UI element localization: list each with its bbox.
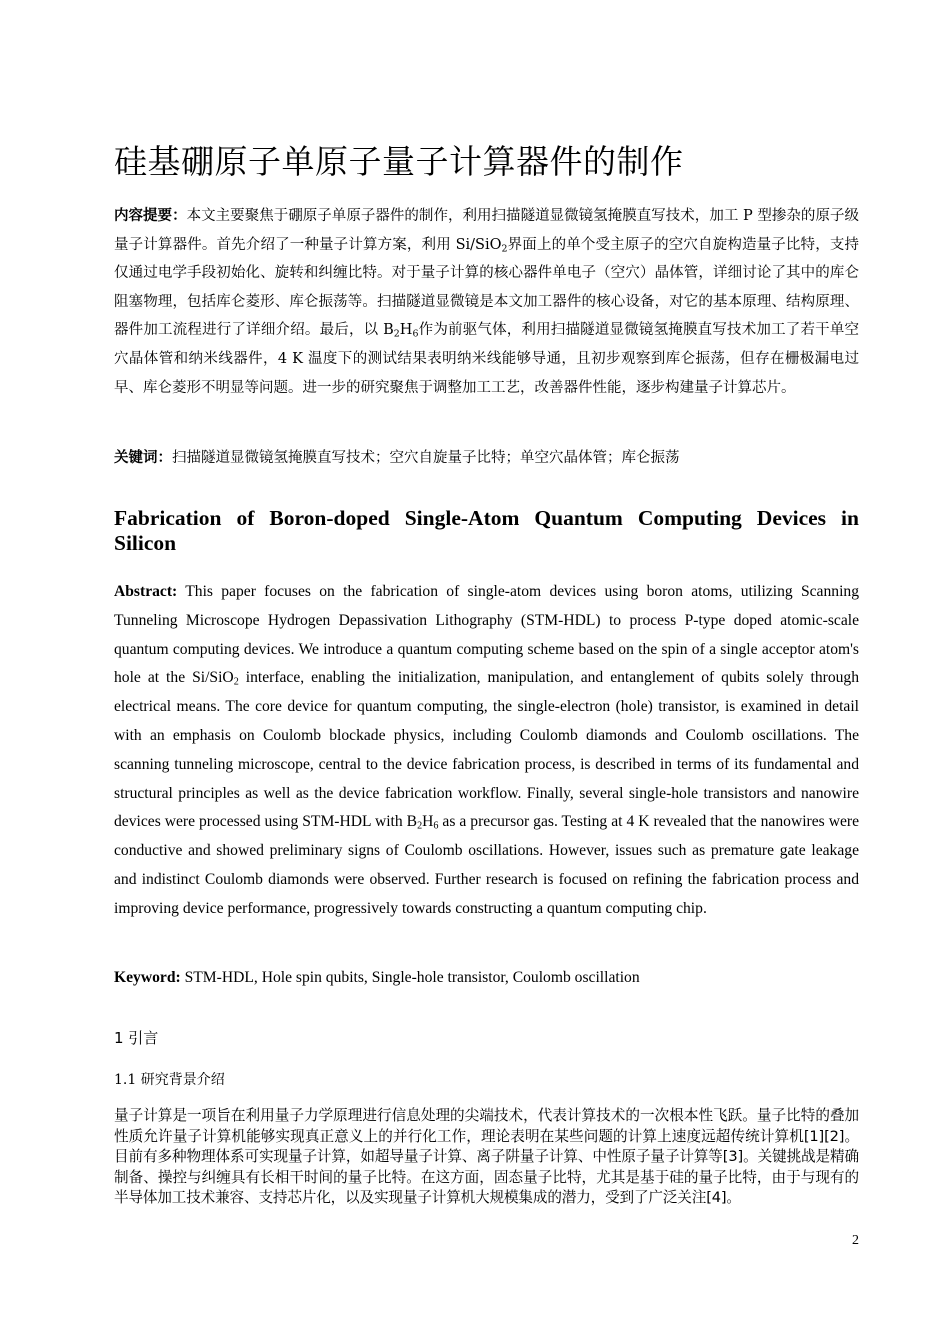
page-title-chinese: 硅基硼原子单原子量子计算器件的制作 bbox=[114, 142, 684, 181]
abstract-chinese bbox=[114, 202, 859, 402]
abstract-english-text: as a precursor gas. Testing at 4 K revealed that the nanowires were conductive and showed preliminary signs of Coulomb oscillations. However, issues such as premature gate leakage and indistinct Coulomb diamonds were observed. Further research is focused on refining the fabrication process and improving device performance, progressively towards constructing a quantum computing chip. bbox=[114, 813, 859, 917]
abstract-english-text: interface, enabling the initialization, manipulation, and entanglement of qubits solely through electrical means. The core device for quantum computing, the single-electron (hole) transistor, is examined in detail with an emphasis on Coulomb blockade physics, including Coulomb diamonds and Coulomb oscillations. The scanning tunneling microscope, central to the device fabrication process, is described in terms of its fundamental and structural principles as well as the device fabrication workflow. Finally, several single-hole transistors and nanowire devices were processed using STM-HDL with B bbox=[114, 669, 860, 831]
subscript: 2 bbox=[501, 242, 508, 254]
abstract-chinese-text: H bbox=[399, 322, 413, 339]
subsection-heading-background: 1.1 研究背景介绍 bbox=[114, 1072, 225, 1088]
keywords-chinese-label: 关键词： bbox=[114, 450, 172, 466]
section-heading-introduction: 1 引言 bbox=[114, 1029, 159, 1047]
abstract-chinese-text: 作为前驱气体，利用扫描隧道显微镜氢掩膜直写技术加工了若干单空穴晶体管和纳米线器件，4 K 温度下的测试结果表明纳米线能够导通，且初步观察到库仑振荡，但存在栅极漏电过早、库仑菱形不明显等问题。进一步的研究聚焦于调整加工工艺，改善器件性能，逐步构建量子计算芯片。 bbox=[114, 322, 860, 396]
abstract-english bbox=[114, 578, 859, 924]
keywords-chinese bbox=[114, 446, 859, 470]
keywords-english-text: STM-HDL, Hole spin qubits, Single-hole transistor, Coulomb oscillation bbox=[180, 969, 640, 986]
abstract-english-text: This paper focuses on the fabrication of single-atom devices using boron atoms, utilizing Scanning Tunneling Microscope Hydrogen Depassivation Lithography (STM-HDL) to process P-type doped atomic-scale quantum computing devices. We introduce a quantum computing scheme based on the spin of a single acceptor atom's hole at the Si/SiO bbox=[114, 583, 859, 687]
subscript: 6 bbox=[433, 820, 439, 832]
keywords-chinese-text: 扫描隧道显微镜氢掩膜直写技术；空穴自旋量子比特；单空穴晶体管；库仑振荡 bbox=[172, 450, 680, 466]
keywords-english bbox=[114, 966, 859, 990]
abstract-chinese-text: 本文主要聚焦于硼原子单原子器件的制作，利用扫描隧道显微镜氢掩膜直写技术，加工 P 型掺杂的原子级量子计算器件。首先介绍了一种量子计算方案，利用 Si/SiO bbox=[114, 208, 859, 253]
subscript: 2 bbox=[233, 676, 239, 688]
page-number: 2 bbox=[852, 1233, 859, 1248]
page-title-english: Fabrication of Boron-doped Single-Atom Quantum Computing Devices in Silicon bbox=[114, 506, 859, 555]
keywords-english-label: Keyword: bbox=[114, 969, 181, 986]
body-paragraph: 量子计算是一项旨在利用量子力学原理进行信息处理的尖端技术，代表计算技术的一次根本性飞跃。量子比特的叠加性质允许量子计算机能够实现真正意义上的并行化工作，理论表明在某些问题的计算上速度远超传统计算机[1][2]。目前有多种物理体系可实现量子计算，如超导量子计算、离子阱量子计算、中性原子量子计算等[3]。关键挑战是精确制备、操控与纠缠具有长相干时间的量子比特。在这方面，固态量子比特，尤其是基于硅的量子比特，由于与现有的半导体加工技术兼容、支持芯片化，以及实现量子计算机大规模集成的潜力，受到了广泛关注[4]。 bbox=[114, 1107, 859, 1206]
abstract-english-label: Abstract: bbox=[114, 583, 178, 600]
abstract-chinese-text: 界面上的单个受主原子的空穴自旋构造量子比特，支持仅通过电学手段初始化、旋转和纠缠比特。对于量子计算的核心器件单电子（空穴）晶体管，详细讨论了其中的库仑阻塞物理，包括库仑菱形、库仑振荡等。扫描隧道显微镜是本文加工器件的核心设备，对它的基本原理、结构原理、器件加工流程进行了详细介绍。最后，以 B bbox=[114, 236, 859, 339]
subscript: 2 bbox=[417, 820, 423, 832]
abstract-chinese-label: 内容提要： bbox=[114, 208, 187, 224]
subscript: 6 bbox=[412, 328, 419, 340]
subscript: 2 bbox=[393, 328, 400, 340]
abstract-english-text: H bbox=[422, 813, 434, 831]
